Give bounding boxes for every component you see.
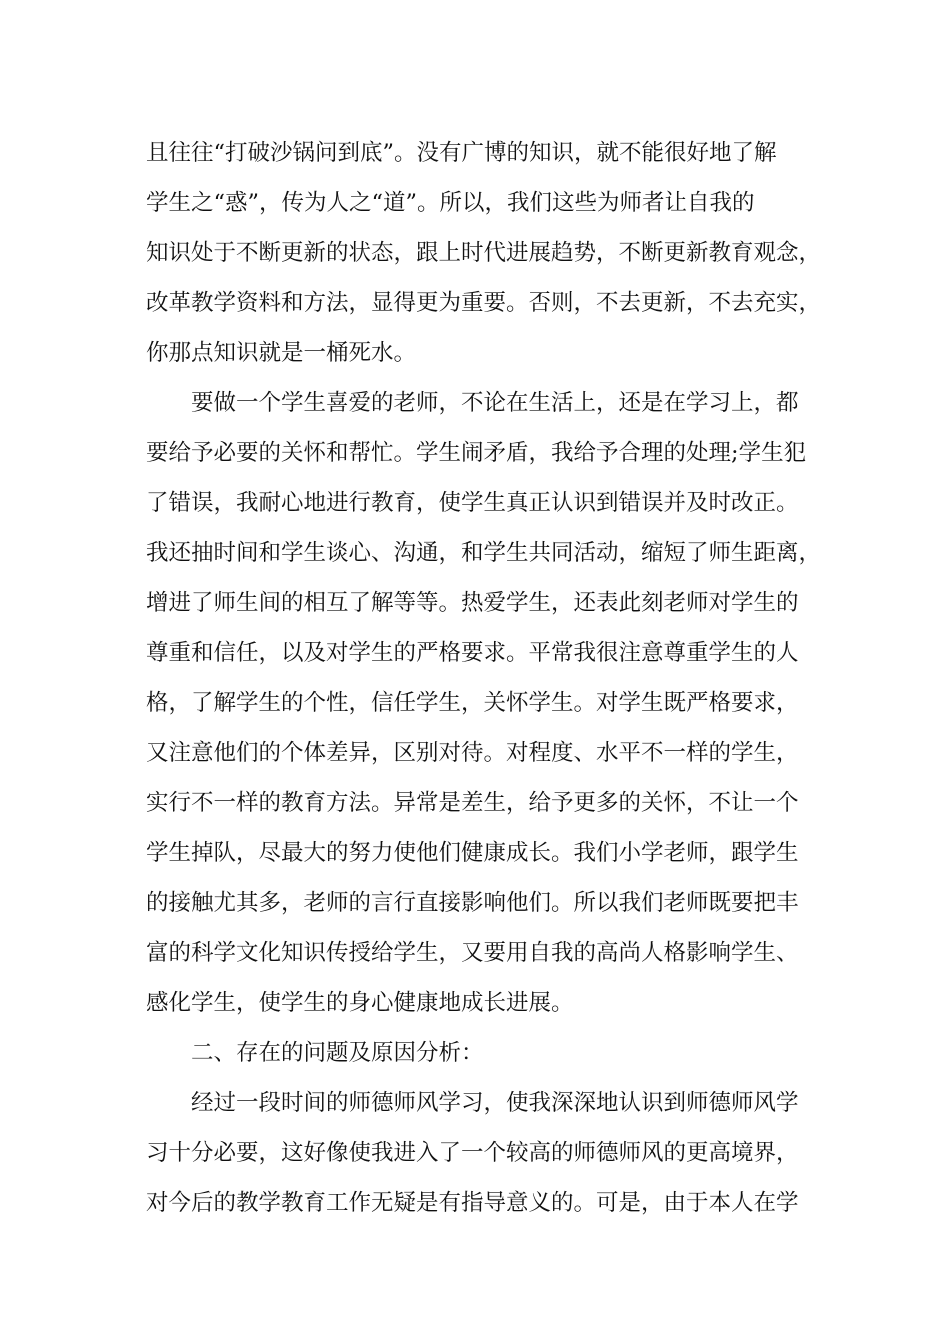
text-line: 富的科学文化知识传授给学生，又要用自我的高尚人格影响学生、	[146, 940, 799, 966]
text-line: 学生掉队，尽最大的努力使他们健康成长。我们小学老师，跟学生	[146, 840, 799, 866]
text-line: 要给予必要的关怀和帮忙。学生闹矛盾，我给予合理的处理;学生犯	[146, 440, 807, 466]
text-line: 又注意他们的个体差异，区别对待。对程度、水平不一样的学生，	[146, 740, 799, 766]
text-line: 实行不一样的教育方法。异常是差生，给予更多的关怀，不让一个	[146, 790, 799, 816]
text-line: 知识处于不断更新的状态，跟上时代进展趋势，不断更新教育观念，	[146, 240, 822, 266]
text-line: 的接触尤其多，老师的言行直接影响他们。所以我们老师既要把丰	[146, 890, 799, 916]
text-line: 且往往“打破沙锅问到底”。没有广博的知识，就不能很好地了解	[146, 140, 777, 166]
text-line: 我还抽时间和学生谈心、沟通，和学生共同活动，缩短了师生距离，	[146, 540, 822, 566]
text-line: 感化学生，使学生的身心健康地成长进展。	[146, 990, 574, 1016]
text-line: 习十分必要，这好像使我进入了一个较高的师德师风的更高境界，	[146, 1140, 799, 1166]
text-line: 学生之“惑”，传为人之“道”。所以，我们这些为师者让自我的	[146, 190, 755, 216]
text-line: 你那点知识就是一桶死水。	[146, 340, 417, 366]
paragraph-first-line: 要做一个学生喜爱的老师，不论在生活上，还是在学习上，都	[191, 390, 799, 416]
text-line: 增进了师生间的相互了解等等。热爱学生，还表此刻老师对学生的	[146, 590, 799, 616]
section-heading: 二、存在的问题及原因分析：	[191, 1040, 484, 1066]
text-line: 了错误，我耐心地进行教育，使学生真正认识到错误并及时改正。	[146, 490, 799, 516]
document-body	[146, 128, 826, 1228]
text-line: 对今后的教学教育工作无疑是有指导意义的。可是，由于本人在学	[146, 1190, 799, 1216]
text-line: 改革教学资料和方法，显得更为重要。否则，不去更新，不去充实，	[146, 290, 822, 316]
text-line: 尊重和信任，以及对学生的严格要求。平常我很注意尊重学生的人	[146, 640, 799, 666]
text-line: 格，了解学生的个性，信任学生，关怀学生。对学生既严格要求，	[146, 690, 799, 716]
paragraph-first-line: 经过一段时间的师德师风学习，使我深深地认识到师德师风学	[191, 1090, 799, 1116]
